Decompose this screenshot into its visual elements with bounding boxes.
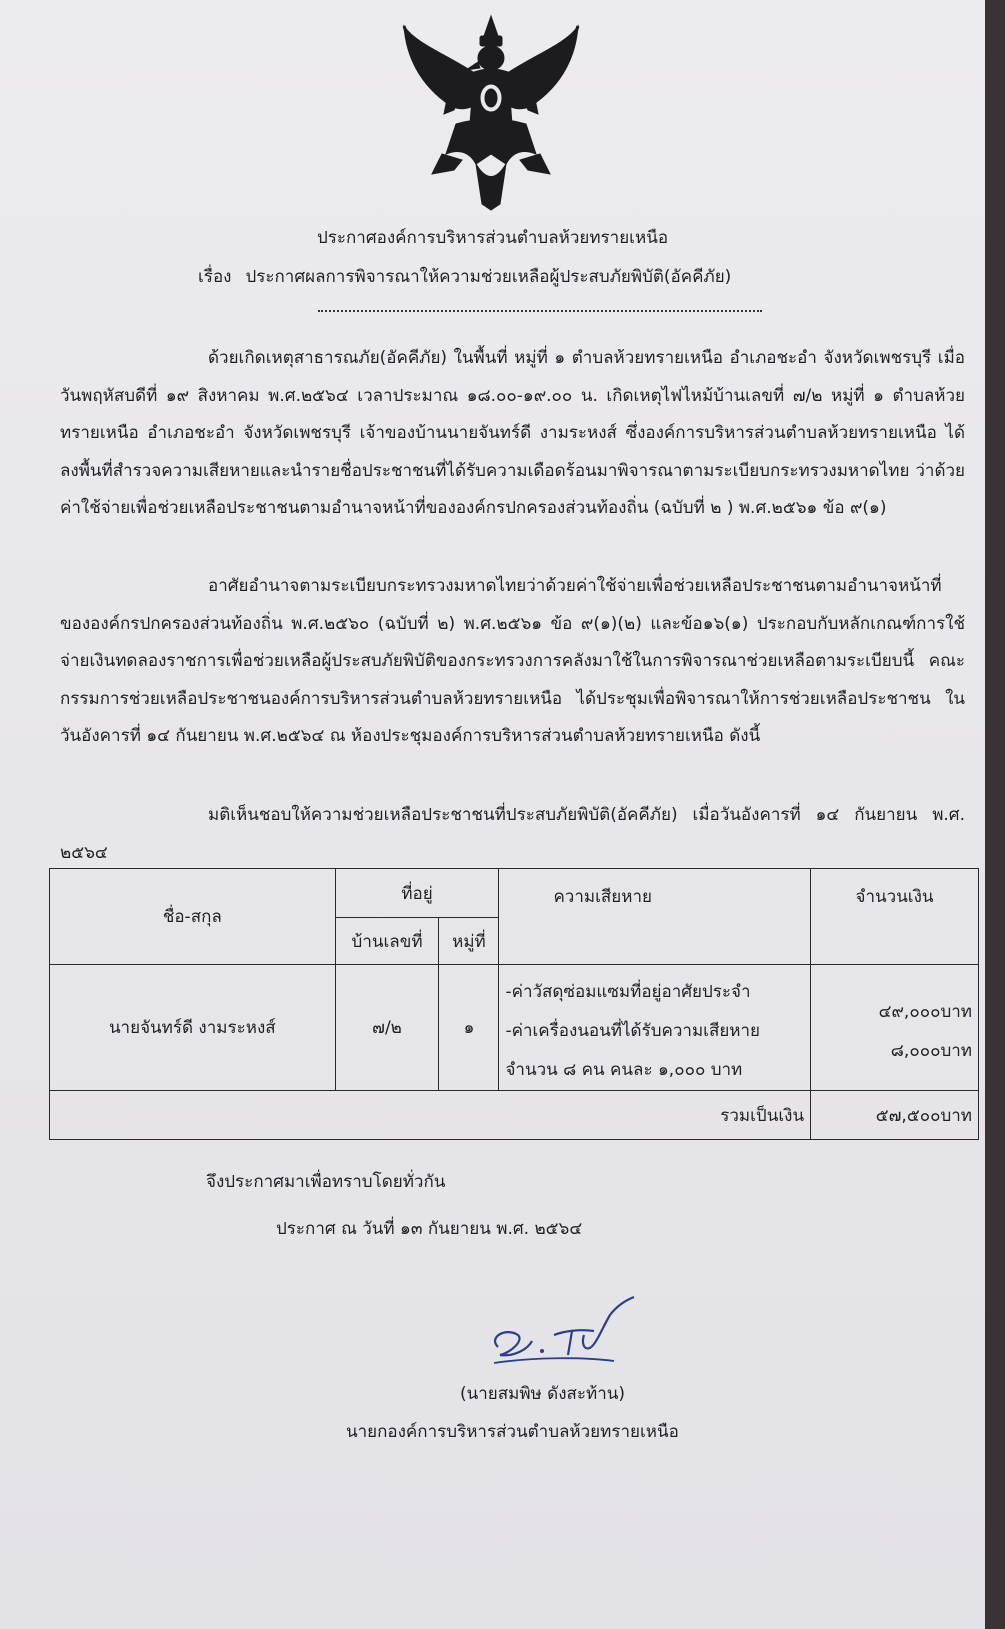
subject-text: ประกาศผลการพิจารณาให้ความช่วยเหลือผู้ประสบภัยพิบัติ(อัคคีภัย) xyxy=(245,267,732,287)
subject-label: เรื่อง xyxy=(198,267,232,287)
total-label: รวมเป็นเงิน xyxy=(50,1091,811,1140)
closing-text: จึงประกาศมาเพื่อทราบโดยทั่วกัน xyxy=(206,1172,446,1192)
cell-damage xyxy=(499,965,811,1091)
damage-item-2: -ค่าเครื่องนอนที่ได้รับความเสียหาย xyxy=(505,1021,761,1041)
header-village: หมู่ที่ xyxy=(439,918,499,965)
cell-amount xyxy=(811,965,979,1091)
background-edge xyxy=(985,0,1005,1629)
assistance-table xyxy=(49,868,979,1140)
header-amount: จำนวนเงิน xyxy=(811,869,979,965)
signature-image xyxy=(484,1295,654,1375)
signer-name: (นายสมพิษ ดังสะท้าน) xyxy=(460,1384,626,1404)
header-name: ชื่อ-สกุล xyxy=(50,869,336,965)
table-total-row xyxy=(50,1091,979,1140)
dotted-divider xyxy=(318,310,762,312)
cell-name: นายจันทร์ดี งามระหงส์ xyxy=(50,965,336,1091)
paragraph-resolution: มติเห็นชอบให้ความช่วยเหลือประชาชนที่ประสบภัยพิบัติ(อัคคีภัย) เมื่อวันอังคารที่ ๑๔ กันยายน พ.ศ. ๒๕๖๔ xyxy=(60,805,965,863)
garuda-emblem-icon xyxy=(396,14,586,214)
cell-village: ๑ xyxy=(439,965,499,1091)
subject-line xyxy=(198,263,731,290)
header-address: ที่อยู่ xyxy=(335,869,499,918)
paragraph-authority: อาศัยอำนาจตามระเบียบกระทรวงมหาดไทยว่าด้วยค่าใช้จ่ายเพื่อช่วยเหลือประชาชนตามอำนาจหน้าที่ขององค์กรปกครองส่วนท้องถิ่น พ.ศ.๒๕๖๐ (ฉบับที่ ๒) พ.ศ.๒๕๖๑ ข้อ ๙(๑)(๒) และข้อ๑๖(๑) ประกอบกับหลักเกณฑ์การใช้จ่ายเงินทดลองราชการเพื่อช่วยเหลือผู้ประสบภัยพิบัติของกระทรวงการคลังมาใช้ในการพิจารณาช่วยเหลือตามระเบียบนี้ คณะกรรมการช่วยเหลือประชาชนองค์การบริหารส่วนตำบลห้วยทรายเหนือ ได้ประชุมเพื่อพิจารณาให้การช่วยเหลือประชาชน ในวันอังคารที่ ๑๔ กันยายน พ.ศ.๒๕๖๔ ณ ห้องประชุมองค์การบริหารส่วนตำบลห้วยทรายเหนือ ดังนี้ xyxy=(60,576,965,746)
damage-item-3: จำนวน ๘ คน คนละ ๑,๐๐๐ บาท xyxy=(505,1060,743,1080)
amount-item-2: ๘,๐๐๐บาท xyxy=(890,1040,972,1061)
damage-item-1: -ค่าวัสดุซ่อมแซมที่อยู่อาศัยประจำ xyxy=(505,982,751,1002)
header-damage: ความเสียหาย xyxy=(499,869,811,965)
cell-house-no: ๗/๒ xyxy=(335,965,439,1091)
announcement-date: ประกาศ ณ วันที่ ๑๓ กันยายน พ.ศ. ๒๕๖๔ xyxy=(276,1219,583,1239)
table-row xyxy=(50,965,979,1091)
paragraph-incident: ด้วยเกิดเหตุสาธารณภัย(อัคคีภัย) ในพื้นที่ หมู่ที่ ๑ ตำบลห้วยทรายเหนือ อำเภอชะอำ จังหวัดเพชรบุรี เมื่อวันพฤหัสบดีที่ ๑๙ สิงหาคม พ.ศ.๒๕๖๔ เวลาประมาณ ๑๘.๐๐-๑๙.๐๐ น. เกิดเหตุไฟไหม้บ้านเลขที่ ๗/๒ หมู่ที่ ๑ ตำบลห้วยทรายเหนือ อำเภอชะอำ จังหวัดเพชรบุรี เจ้าของบ้านนายจันทร์ดี งามระหงส์ ซึ่งองค์การบริหารส่วนตำบลห้วยทรายเหนือ ได้ลงพื้นที่สำรวจความเสียหายและนำรายชื่อประชาชนที่ได้รับความเดือดร้อนมาพิจารณาตามระเบียบกระทรวงมหาดไทย ว่าด้วยค่าใช้จ่ายเพื่อช่วยเหลือประชาชนตามอำนาจหน้าที่ขององค์กรปกครองส่วนท้องถิ่น (ฉบับที่ ๒ ) พ.ศ.๒๕๖๑ ข้อ ๙(๑) xyxy=(60,348,965,518)
amount-item-1: ๔๙,๐๐๐บาท xyxy=(878,1001,972,1022)
header-house-no: บ้านเลขที่ xyxy=(335,918,439,965)
table-header-row xyxy=(50,869,979,918)
signer-position: นายกองค์การบริหารส่วนตำบลห้วยทรายเหนือ xyxy=(346,1422,679,1442)
agency-title: ประกาศองค์การบริหารส่วนตำบลห้วยทรายเหนือ xyxy=(316,228,669,248)
total-amount: ๕๗,๕๐๐บาท xyxy=(811,1091,979,1140)
